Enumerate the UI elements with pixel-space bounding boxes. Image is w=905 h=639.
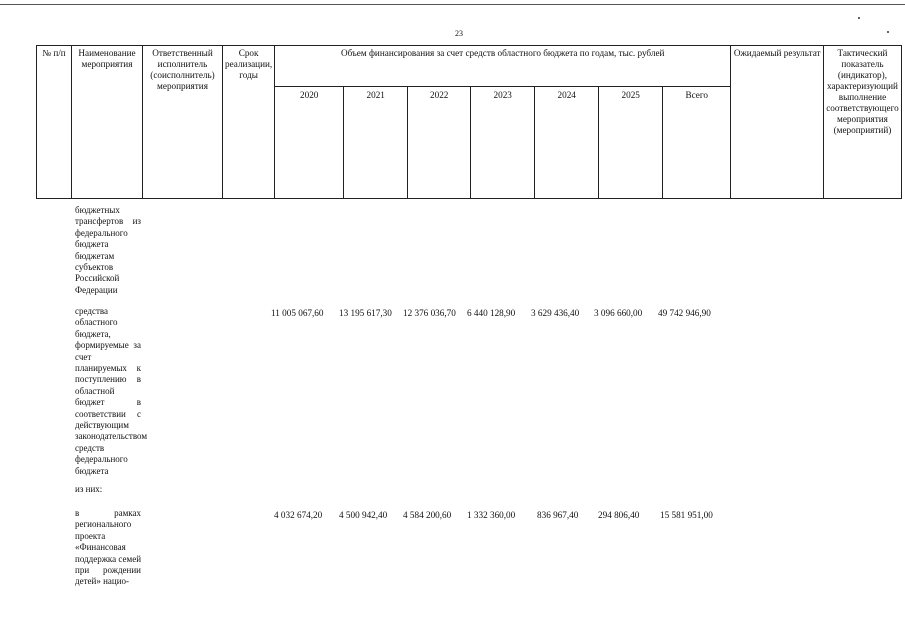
header-responsible: Ответственный исполнитель (соисполнитель) мероприятия <box>143 46 223 199</box>
header-year-2020: 2020 <box>275 87 344 199</box>
top-rule <box>0 4 905 5</box>
row-label: из них: <box>75 484 103 494</box>
header-num: № п/п <box>37 46 72 199</box>
header-year-2025: 2025 <box>599 87 663 199</box>
header-expected: Ожидаемый результат <box>731 46 824 199</box>
value-2020: 4 032 674,20 <box>274 510 323 520</box>
value-2023: 6 440 128,90 <box>467 308 516 318</box>
value-2024: 3 629 436,40 <box>531 308 580 318</box>
header-year-2023: 2023 <box>471 87 535 199</box>
header-year-2021: 2021 <box>344 87 408 199</box>
header-year-2024: 2024 <box>535 87 599 199</box>
header-table <box>36 45 902 199</box>
header-year-2022: 2022 <box>408 87 471 199</box>
value-2025: 3 096 660,00 <box>594 308 643 318</box>
row-label: бюджетных трансфертов из федерального бюджета бюджетам субъектов Российской Федерации <box>75 205 141 295</box>
value-total: 49 742 946,90 <box>658 308 711 318</box>
value-2022: 12 376 036,70 <box>403 308 456 318</box>
value-2021: 13 195 617,30 <box>339 308 392 318</box>
value-2024: 836 967,40 <box>537 510 579 520</box>
scan-speck <box>887 31 889 33</box>
value-2025: 294 806,40 <box>598 510 640 520</box>
header-name: Наименование мероприятия <box>72 46 143 199</box>
scan-speck <box>858 17 860 19</box>
header-term: Срок реализации, годы <box>223 46 275 199</box>
page-number: 23 <box>455 29 463 38</box>
value-2023: 1 332 360,00 <box>467 510 516 520</box>
row-label: средства областного бюджета, формируемые за счет планируемых к поступлению в областной бюджет в соответствии с действующим законодательством средств федерального бюджета <box>75 306 148 476</box>
value-2021: 4 500 942,40 <box>339 510 388 520</box>
value-2022: 4 584 200,60 <box>403 510 452 520</box>
value-2020: 11 005 067,60 <box>271 308 324 318</box>
header-total: Всего <box>663 87 731 199</box>
header-funding: Объем финансирования за счет средств областного бюджета по годам, тыс. рублей <box>275 46 731 87</box>
row-label: в рамках регионального проекта «Финансовая поддержка семей при рождении детей» нацио- <box>75 508 142 587</box>
value-total: 15 581 951,00 <box>660 510 713 520</box>
header-indicator: Тактический показатель (индикатор), характеризующий выполнение соответствующего мероприятия (мероприятий) <box>824 46 902 199</box>
